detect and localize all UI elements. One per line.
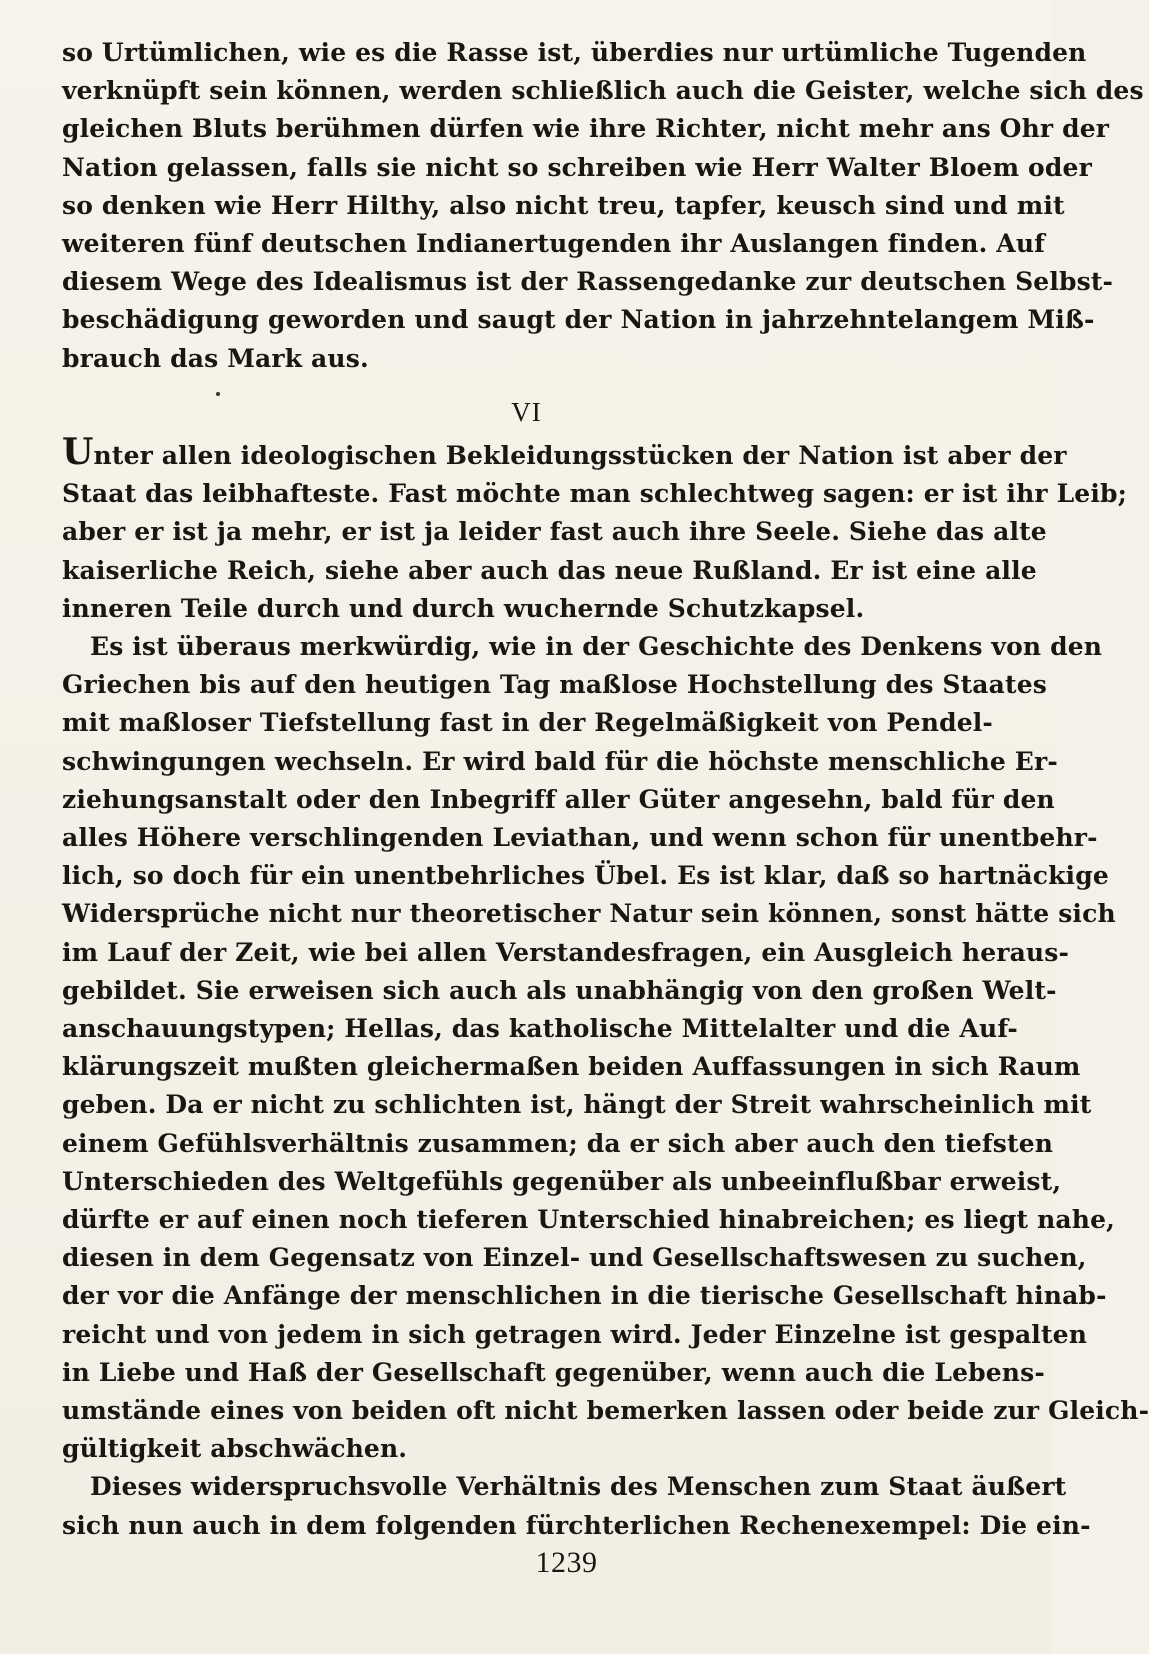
text-line: weiteren fünf deutschen Indianertugenden ihr Auslangen finden. Auf <box>62 229 1046 259</box>
text-line: geben. Da er nicht zu schlichten ist, hängt der Streit wahrscheinlich mit <box>62 1090 1092 1120</box>
print-speck <box>216 392 220 396</box>
section-body <box>62 431 1149 1545</box>
text-line: ziehungsanstalt oder den Inbegriff aller Güter angesehn, bald für den <box>62 784 1055 814</box>
text-line: aber er ist ja mehr, er ist ja leider fast auch ihre Seele. Siehe das alte <box>62 517 1047 547</box>
text-line: Unterschieden des Weltgefühls gegenüber als unbeeinflußbar erweist, <box>62 1166 1062 1196</box>
text-line: sich nun auch in dem folgenden fürchterlichen Rechenexempel: Die ein- <box>62 1510 1091 1540</box>
text-line: umstände eines von beiden oft nicht bemerken lassen oder beide zur Gleich- <box>62 1396 1149 1426</box>
initial-letter: U <box>62 431 94 473</box>
text-line: diesem Wege des Idealismus ist der Rassengedanke zur deutschen Selbst- <box>62 267 1114 297</box>
text-line: dürfte er auf einen noch tieferen Unterschied hinabreichen; es liegt nahe, <box>62 1205 1115 1235</box>
text-line: in Liebe und Haß der Gesellschaft gegenüber, wenn auch die Lebens- <box>62 1357 1045 1387</box>
paragraph-start-line: Dieses widerspruchsvolle Verhältnis des Menschen zum Staat äußert <box>90 1472 1067 1502</box>
text-line: mit maßloser Tiefstellung fast in der Regelmäßigkeit von Pendel- <box>62 708 993 738</box>
text-line: lich, so doch für ein unentbehrliches Übel. Es ist klar, daß so hartnäckige <box>62 861 1109 891</box>
text-line: Nation gelassen, falls sie nicht so schreiben wie Herr Walter Bloem oder <box>62 152 1092 182</box>
text-line: schwingungen wechseln. Er wird bald für die höchste menschliche Er- <box>62 746 1058 776</box>
text-line: verknüpft sein können, werden schließlich auch die Geister, welche sich des <box>62 76 1144 106</box>
first-line-text: nter allen ideologischen Bekleidungsstücken der Nation ist aber der <box>93 441 1067 470</box>
text-line: gebildet. Sie erweisen sich auch als unabhängig von den großen Welt- <box>62 975 1057 1005</box>
text-line: klärungszeit mußten gleichermaßen beiden Auffassungen in sich Raum <box>62 1052 1081 1082</box>
text-line: so denken wie Herr Hilthy, also nicht treu, tapfer, keusch sind und mit <box>62 190 1065 220</box>
text-line: einem Gefühlsverhältnis zusammen; da er sich aber auch den tiefsten <box>62 1128 1054 1158</box>
text-line: diesen in dem Gegensatz von Einzel- und Gesellschaftswesen zu suchen, <box>62 1243 1087 1273</box>
text-line: gültigkeit abschwächen. <box>62 1434 408 1464</box>
page-number: 1239 <box>535 1546 598 1579</box>
text-line: Widersprüche nicht nur theoretischer Natur sein können, sonst hätte sich <box>62 899 1116 929</box>
paragraph-start-line: Es ist überaus merkwürdig, wie in der Geschichte des Denkens von den <box>90 632 1103 662</box>
first-line <box>62 431 1067 475</box>
text-line: reicht und von jedem in sich getragen wird. Jeder Einzelne ist gespalten <box>62 1319 1088 1349</box>
text-line: Staat das leibhafteste. Fast möchte man schlechtweg sagen: er ist ihr Leib; <box>62 479 1128 509</box>
text-line: brauch das Mark aus. <box>62 343 369 373</box>
text-line: anschauungstypen; Hellas, das katholische Mittelalter und die Auf- <box>62 1014 1018 1044</box>
text-line: alles Höhere verschlingenden Leviathan, und wenn schon für unentbehr- <box>62 823 1098 853</box>
text-line: gleichen Bluts berühmen dürfen wie ihre Richter, nicht mehr ans Ohr der <box>62 114 1110 144</box>
text-line: so Urtümlichen, wie es die Rasse ist, überdies nur urtümliche Tugenden <box>62 38 1087 67</box>
text-line: inneren Teile durch und durch wuchernde Schutzkapsel. <box>62 593 865 623</box>
intro-paragraph <box>62 34 1144 378</box>
text-line: kaiserliche Reich, siehe aber auch das neue Rußland. Er ist eine alle <box>62 555 1037 585</box>
text-line: beschädigung geworden und saugt der Nation in jahrzehntelangem Miß- <box>62 305 1095 335</box>
text-line: der vor die Anfänge der menschlichen in die tierische Gesellschaft hinab- <box>62 1281 1107 1311</box>
text-line: im Lauf der Zeit, wie bei allen Verstandesfragen, ein Ausgleich heraus- <box>62 937 1069 967</box>
section-heading: VI <box>511 397 542 427</box>
text-line: Griechen bis auf den heutigen Tag maßlose Hochstellung des Staates <box>62 670 1047 700</box>
